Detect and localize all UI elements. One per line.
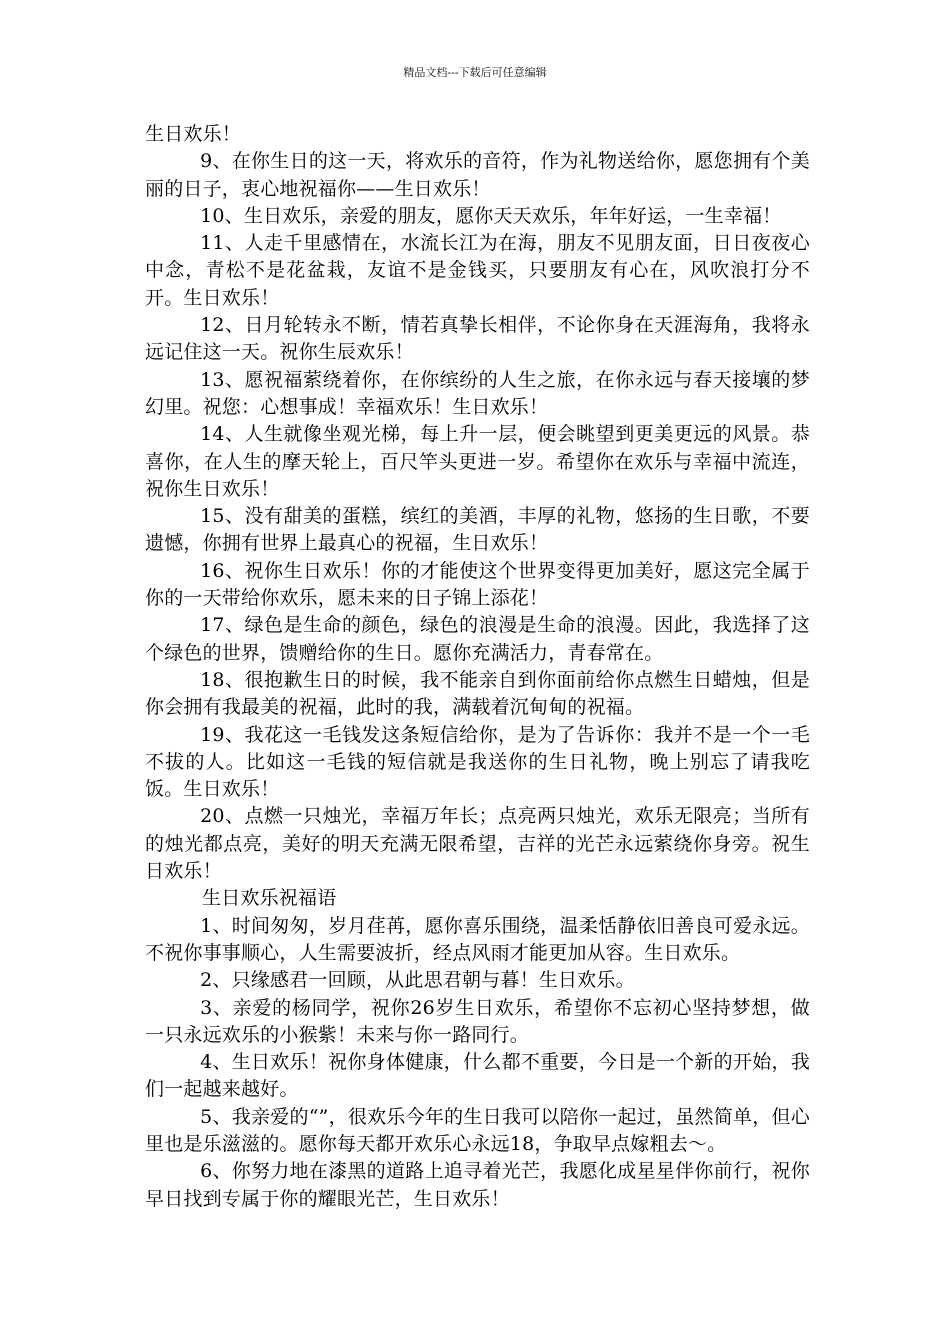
paragraph-5: 13、愿祝福萦绕着你，在你缤纷的人生之旅，在你永远与春天接壤的梦幻里。祝您：心想事成！幸福欢乐！生日欢乐！: [145, 368, 810, 418]
paragraph-14: 1、时间匆匆，岁月荏苒，愿你喜乐围绕，温柔恬静依旧善良可爱永远。不祝你事事顺心，人生需要波折，经点风雨才能更加从容。生日欢乐。: [145, 914, 810, 964]
paragraph-17: 4、生日欢乐！祝你身体健康，什么都不重要，今日是一个新的开始，我们一起越来越好。: [145, 1051, 810, 1101]
paragraph-7: 15、没有甜美的蛋糕，缤红的美酒，丰厚的礼物，悠扬的生日歌，不要遗憾，你拥有世界上最真心的祝福，生日欢乐！: [145, 505, 810, 555]
paragraph-3: 11、人走千里感情在，水流长江为在海，朋友不见朋友面，日日夜夜心中念，青松不是花盆栽，友谊不是金钱买，只要朋友有心在，风吹浪打分不开。生日欢乐！: [145, 232, 810, 309]
paragraph-10: 18、很抱歉生日的时候，我不能亲自到你面前给你点燃生日蜡烛，但是你会拥有我最美的祝福，此时的我，满载着沉甸甸的祝福。: [145, 668, 810, 719]
paragraph-18: 5、我亲爱的“”，很欢乐今年的生日我可以陪你一起过，虽然简单，但心里也是乐滋滋的。愿你每天都开欢乐心永远18，争取早点嫁粗去～。: [145, 1105, 810, 1155]
paragraph-16: 3、亲爱的杨同学，祝你26岁生日欢乐，希望你不忘初心坚持梦想，做一只永远欢乐的小猴紫！未来与你一路同行。: [145, 996, 810, 1046]
paragraph-11: 19、我花这一毛钱发这条短信给你，是为了告诉你：我并不是一个一毛不拔的人。比如这一毛钱的短信就是我送你的生日礼物，晚上别忘了请我吃饭。生日欢乐！: [145, 723, 810, 801]
paragraph-8: 16、祝你生日欢乐！你的才能使这个世界变得更加美好，愿这完全属于你的一天带给你欢乐，愿未来的日子锦上添花！: [145, 559, 810, 610]
paragraph-12: 20、点燃一只烛光，幸福万年长；点亮两只烛光，欢乐无限亮；当所有的烛光都点亮，美好的明天充满无限希望，吉祥的光芒永远萦绕你身旁。祝生日欢乐！: [145, 805, 810, 883]
paragraph-1: 9、在你生日的这一天，将欢乐的音符，作为礼物送给你，愿您拥有个美丽的日子，衷心地祝福你——生日欢乐！: [145, 150, 810, 200]
paragraph-15: 2、只缘感君一回顾，从此思君朝与暮！生日欢乐。: [200, 969, 635, 992]
paragraph-9: 17、绿色是生命的颜色，绿色的浪漫是生命的浪漫。因此，我选择了这个绿色的世界，馈赠给你的生日。愿你充满活力，青春常在。: [145, 614, 810, 664]
paragraph-6: 14、人生就像坐观光梯，每上升一层，便会眺望到更美更远的风景。恭喜你，在人生的摩天轮上，百尺竿头更进一岁。希望你在欢乐与幸福中流连，祝你生日欢乐！: [145, 423, 810, 500]
section-heading: 生日欢乐祝福语: [202, 887, 337, 910]
paragraph-19: 6、你努力地在漆黑的道路上追寻着光芒，我愿化成星星伴你前行，祝你早日找到专属于你的耀眼光芒，生日欢乐！: [145, 1160, 810, 1210]
document-body: [145, 121, 810, 1213]
paragraph-0: 生日欢乐！: [145, 123, 242, 145]
paragraph-2: 10、生日欢乐，亲爱的朋友，愿你天天欢乐，年年好运，一生幸福！: [200, 204, 782, 227]
paragraph-4: 12、日月轮转永不断，情若真挚长相伴，不论你身在天涯海角，我将永远记住这一天。祝你生辰欢乐！: [145, 314, 810, 364]
page-header: 精品文档---下载后可任意编辑: [403, 66, 547, 79]
